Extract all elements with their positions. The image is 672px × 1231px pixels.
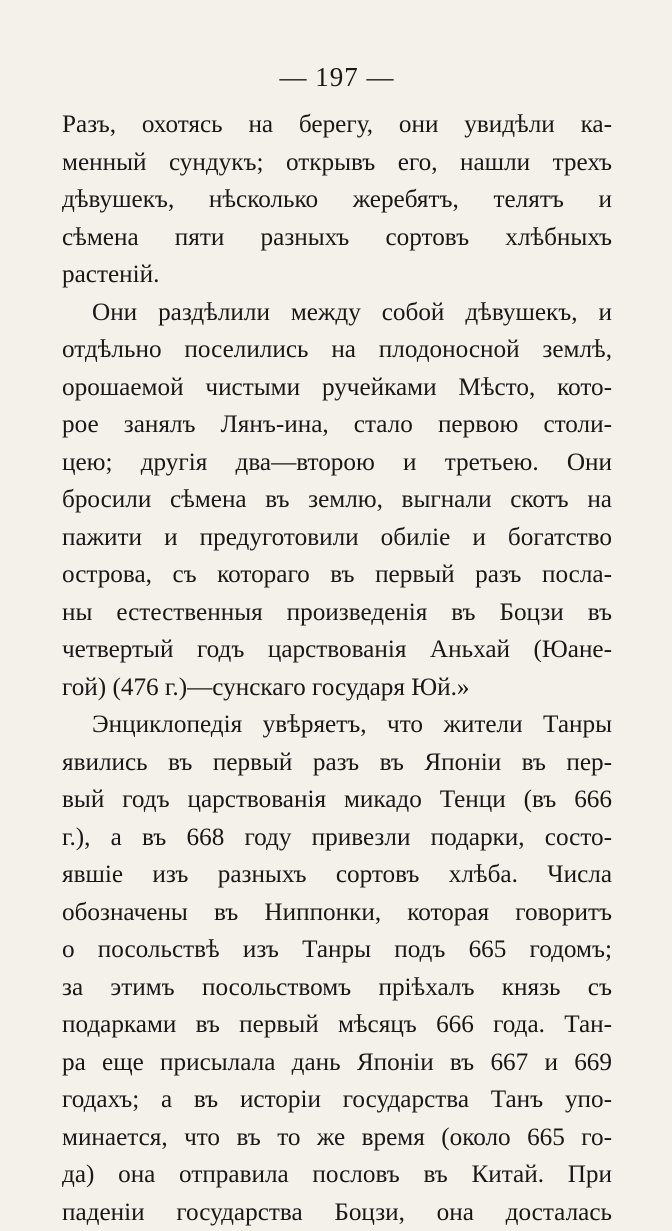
text-line: сѣмена пяти разныхъ сортовъ хлѣбныхъ (62, 219, 612, 257)
text-line: годахъ; а въ исторіи государства Танъ упо- (62, 1081, 612, 1119)
text-line: Разъ, охотясь на берегу, они увидѣли ка- (62, 106, 612, 144)
text-line: цею; другія два—второю и третьею. Они (62, 444, 612, 482)
text-line: отдѣльно поселились на плодоносной землѣ, (62, 331, 612, 369)
text-line: пажити и предуготовили обиліе и богатство (62, 519, 612, 557)
text-line: острова, съ котораго въ первый разъ посла- (62, 556, 612, 594)
text-line: явились въ первый разъ въ Японіи въ пер- (62, 744, 612, 782)
text-line: ны естественныя произведенія въ Боцзи въ (62, 594, 612, 632)
text-line: дѣвушекъ, нѣсколько жеребятъ, телятъ и (62, 181, 612, 219)
paragraph-1 (62, 106, 612, 294)
text-line: обозначены въ Ниппонки, которая говоритъ (62, 894, 612, 932)
text-line: о посольствѣ изъ Танры подъ 665 годомъ; (62, 931, 612, 969)
text-line: Они раздѣлили между собой дѣвушекъ, и (62, 294, 612, 332)
text-line: орошаемой чистыми ручейками Мѣсто, кото- (62, 369, 612, 407)
body-text (62, 106, 612, 1231)
text-line: гой) (476 г.)—сунскаго государя Юй.» (62, 669, 612, 707)
page-number: — 197 — (62, 60, 612, 94)
paragraph-2 (62, 294, 612, 707)
text-line: Энциклопедія увѣряетъ, что жители Танры (62, 706, 612, 744)
text-line: явшіе изъ разныхъ сортовъ хлѣба. Числа (62, 856, 612, 894)
text-line: вый годъ царствованія микадо Тенци (въ 666 (62, 781, 612, 819)
paragraph-3 (62, 706, 612, 1231)
text-line: г.), а въ 668 году привезли подарки, состо- (62, 819, 612, 857)
text-line: четвертый годъ царствованія Аньхай (Юане- (62, 631, 612, 669)
text-line: минается, что въ то же время (около 665 го- (62, 1119, 612, 1157)
text-line: подарками въ первый мѣсяцъ 666 года. Тан- (62, 1006, 612, 1044)
text-line: растеній. (62, 256, 612, 294)
text-line: рое занялъ Лянъ-ина, стало первою столи- (62, 406, 612, 444)
text-line: бросили сѣмена въ землю, выгнали скотъ на (62, 481, 612, 519)
text-line: паденіи государства Боцзи, она досталась (62, 1194, 612, 1231)
text-line: да) она отправила пословъ въ Китай. При (62, 1156, 612, 1194)
text-line: ра еще присылала дань Японіи въ 667 и 669 (62, 1044, 612, 1082)
text-line: менный сундукъ; открывъ его, нашли трехъ (62, 144, 612, 182)
text-line: за этимъ посольствомъ пріѣхалъ князь съ (62, 969, 612, 1007)
